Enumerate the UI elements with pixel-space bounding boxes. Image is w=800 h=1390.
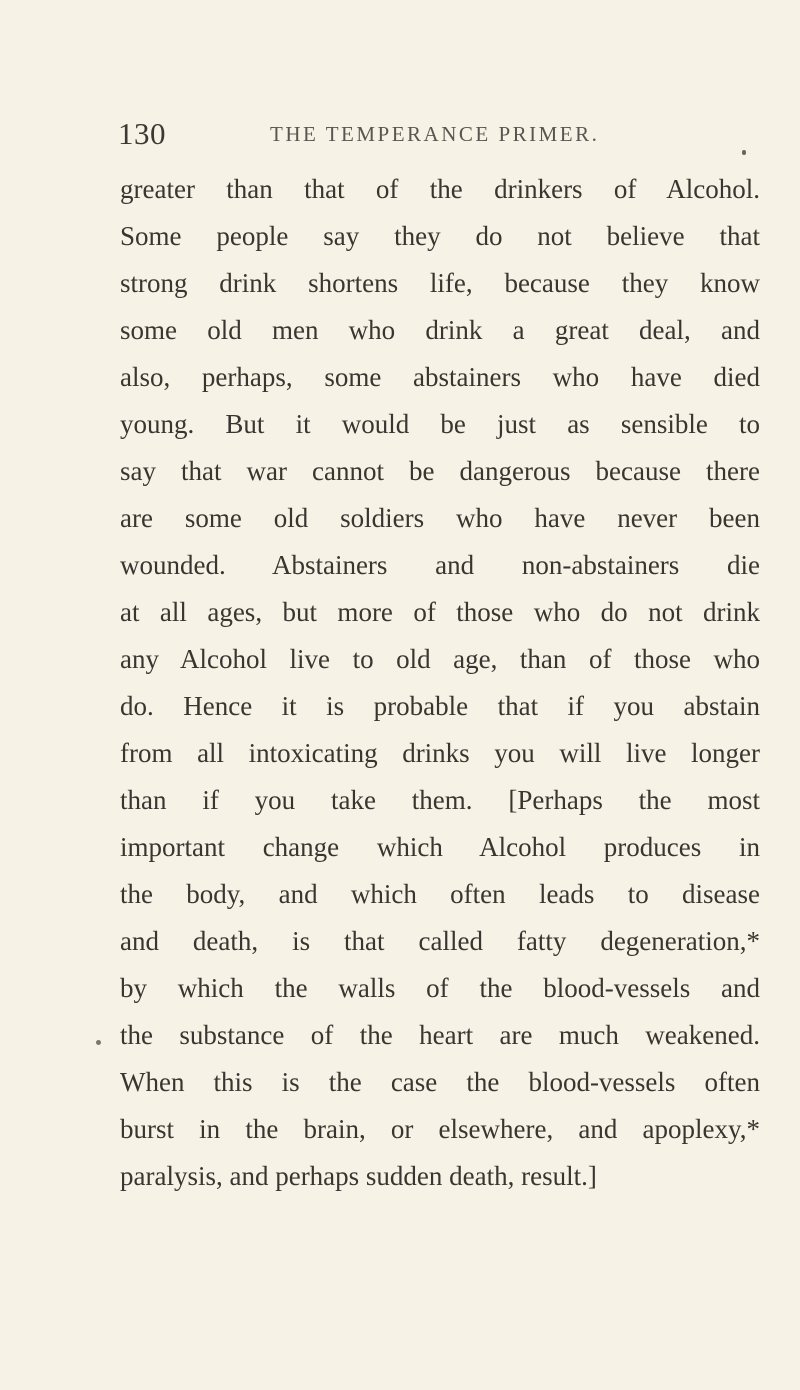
text-line: any Alcohol live to old age, than of those who bbox=[120, 644, 760, 674]
body-paragraph bbox=[120, 166, 760, 1200]
running-head bbox=[118, 116, 738, 152]
text-line: at all ages, but more of those who do not drink bbox=[120, 597, 760, 627]
text-line: the body, and which often leads to disease bbox=[120, 879, 760, 909]
text-line: do. Hence it is probable that if you abstain bbox=[120, 691, 760, 721]
text-line: also, perhaps, some abstainers who have died bbox=[120, 362, 760, 392]
text-line: greater than that of the drinkers of Alcohol. bbox=[120, 174, 760, 204]
text-line: When this is the case the blood-vessels often bbox=[120, 1067, 760, 1097]
text-line: wounded. Abstainers and non-abstainers die bbox=[120, 550, 760, 580]
text-line: burst in the brain, or elsewhere, and apoplexy,* bbox=[120, 1114, 760, 1144]
text-line: say that war cannot be dangerous because there bbox=[120, 456, 760, 486]
text-line: paralysis, and perhaps sudden death, result.] bbox=[120, 1161, 597, 1191]
printing-mark bbox=[742, 150, 746, 155]
running-title: THE TEMPERANCE PRIMER. bbox=[270, 122, 600, 146]
text-line: the substance of the heart are much weakened. bbox=[120, 1020, 760, 1050]
text-line: important change which Alcohol produces in bbox=[120, 832, 760, 862]
text-line: strong drink shortens life, because they know bbox=[120, 268, 760, 298]
text-line: Some people say they do not believe that bbox=[120, 221, 760, 251]
text-line: than if you take them. [Perhaps the most bbox=[120, 785, 760, 815]
text-line: and death, is that called fatty degeneration,* bbox=[120, 926, 760, 956]
text-line: young. But it would be just as sensible to bbox=[120, 409, 760, 439]
text-line: are some old soldiers who have never been bbox=[120, 503, 760, 533]
page-number: 130 bbox=[118, 116, 166, 151]
text-line: some old men who drink a great deal, and bbox=[120, 315, 760, 345]
text-line: from all intoxicating drinks you will live longer bbox=[120, 738, 760, 768]
margin-mark bbox=[96, 1040, 101, 1045]
text-line: by which the walls of the blood-vessels and bbox=[120, 973, 760, 1003]
